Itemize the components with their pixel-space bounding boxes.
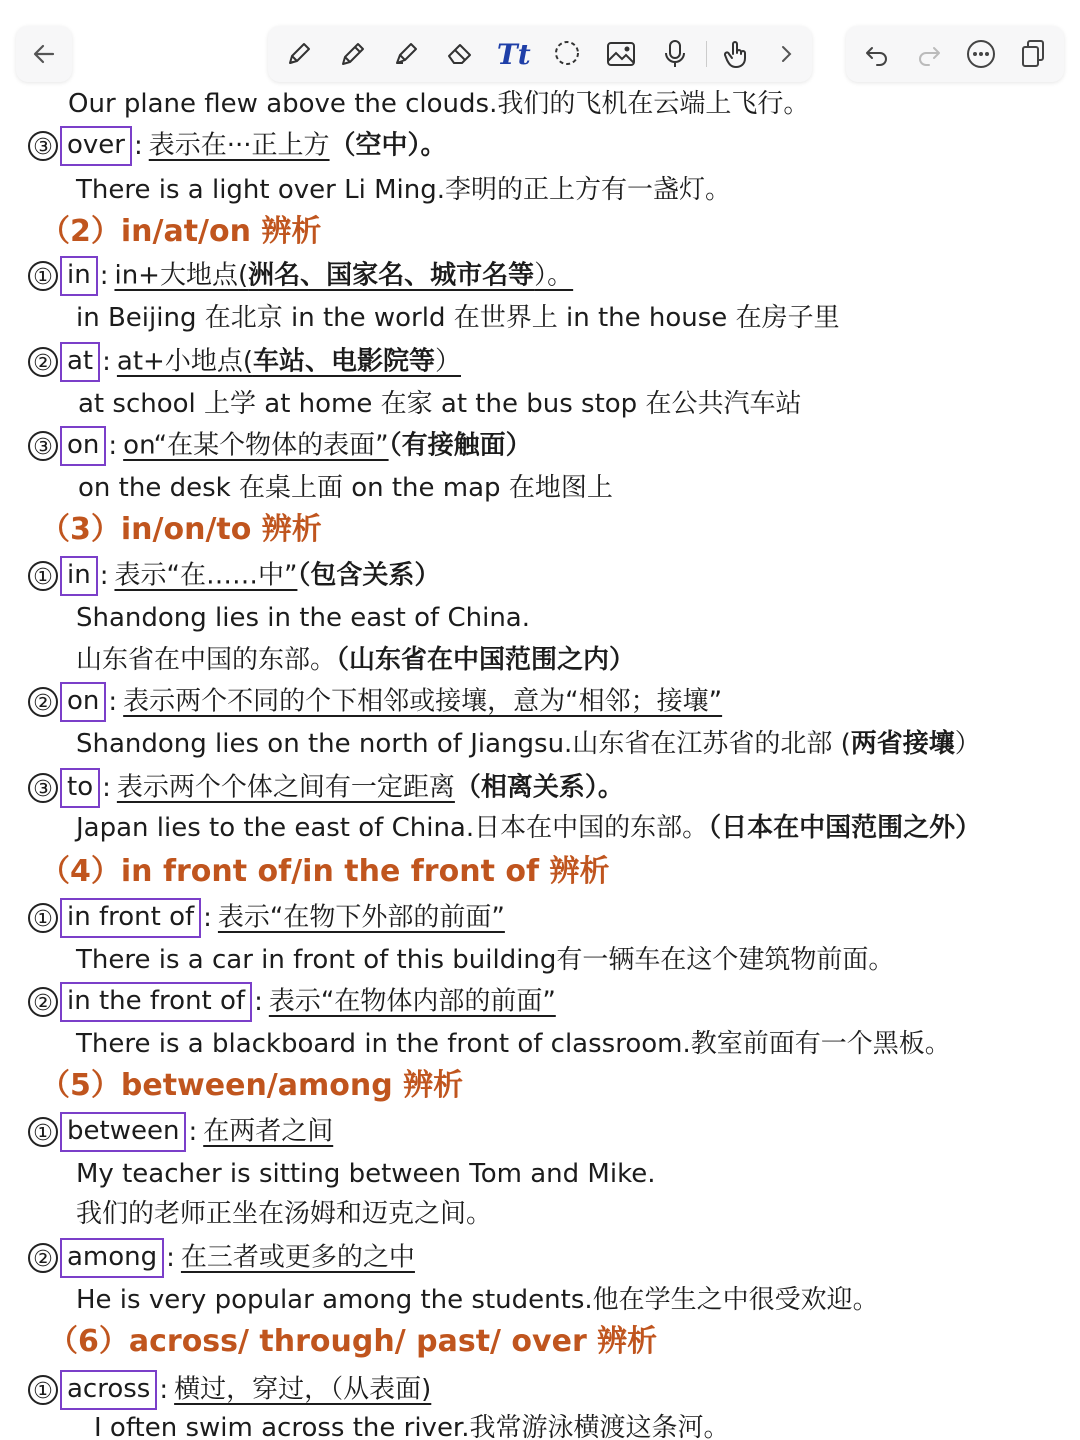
back-button[interactable] [22, 32, 66, 76]
tool-palette [268, 26, 812, 82]
pen-tool-button[interactable] [276, 32, 322, 76]
highlighter-tool-button[interactable] [383, 32, 429, 76]
paren: ） [954, 729, 981, 759]
rule-line: ① across : 横过，穿过，（从表面) [28, 1370, 431, 1410]
lasso-tool-button[interactable] [544, 32, 590, 76]
example-line: at school 上学 at home 在家 at the bus stop 在公共汽车站 [78, 389, 802, 419]
term-box: in [60, 256, 98, 296]
left-toolbar [16, 26, 72, 82]
chevron-right-icon [776, 42, 796, 66]
pages-icon [1018, 38, 1048, 70]
definition: 在两者之间 [203, 1116, 334, 1147]
more-options-button[interactable] [958, 32, 1004, 76]
term-box: to [60, 768, 100, 808]
section-heading: （6）across/ through/ past/ over 辨析 [48, 1324, 658, 1359]
hand-tool-button[interactable] [714, 32, 760, 76]
term-box: on [60, 426, 106, 466]
note-remark: （相离关系）。 [454, 772, 624, 803]
pencil-icon [338, 39, 368, 69]
pencil-tool-button[interactable] [330, 32, 376, 76]
example-line [76, 726, 981, 762]
section-heading: （3）in/on/to 辨析 [40, 512, 322, 547]
item-number: ③ [28, 131, 58, 161]
rule-line: ③ to : 表示两个个体之间有一定距离（相离关系）。 [28, 768, 624, 808]
note-remark: 两省接壤 [850, 729, 955, 759]
pages-button[interactable] [1010, 32, 1056, 76]
term-box: over [60, 126, 132, 166]
rule-line: ② at : at+小地点(车站、电影院等） [28, 342, 461, 382]
item-number: ① [28, 1375, 58, 1405]
item-number: ① [28, 561, 58, 591]
example-line: Our plane flew above the clouds.我们的飞机在云端上飞行。 [68, 89, 810, 119]
microphone-icon [661, 38, 689, 70]
example-line: My teacher is sitting between Tom and Mike. [76, 1159, 656, 1189]
item-number: ③ [28, 431, 58, 461]
item-number: ② [28, 347, 58, 377]
redo-button[interactable] [906, 32, 952, 76]
example-line: There is a blackboard in the front of classroom.教室前面有一个黑板。 [76, 1029, 951, 1059]
term-box: on [60, 682, 106, 722]
undo-icon [863, 40, 891, 68]
definition: on“在某个物体的表面” [123, 430, 389, 461]
rule-line: ① in : in+大地点(洲名、国家名、城市名等）。 [28, 256, 573, 296]
highlighter-icon [391, 39, 421, 69]
pen-icon [284, 39, 314, 69]
example-text: Japan lies to the east of China.日本在中国的东部。 [76, 813, 709, 843]
rule-line: ③ on : on“在某个物体的表面”（有接触面） [28, 426, 532, 466]
definition: 表示“在物体内部的前面” [268, 986, 556, 1017]
example-line: Shandong lies in the east of China. [76, 603, 530, 633]
note-remark: （有接触面） [388, 430, 532, 461]
example-line: There is a light over Li Ming.李明的正上方有一盏灯。 [76, 175, 731, 205]
note-remark: ）。 [534, 260, 574, 291]
example-line: I often swim across the river.我常游泳横渡这条河。 [94, 1413, 730, 1440]
definition: 表示“在……中” [114, 560, 298, 591]
item-number: ② [28, 1243, 58, 1273]
undo-button[interactable] [854, 32, 900, 76]
text-tool-icon: Tt [496, 37, 531, 71]
note-remark: （包含关系） [297, 560, 441, 591]
section-heading: （2）in/at/on 辨析 [40, 214, 322, 249]
item-number: ① [28, 903, 58, 933]
note-remark: ） [434, 346, 461, 377]
definition: 表示两个不同的个下相邻或接壤，意为“相邻；接壤” [123, 686, 723, 717]
definition: 表示两个个体之间有一定距离 [116, 772, 455, 803]
term-box: across [60, 1370, 157, 1410]
note-page[interactable] [0, 84, 1080, 1440]
more-icon [965, 38, 997, 70]
definition: 在三者或更多的之中 [180, 1242, 415, 1273]
term-box: among [60, 1238, 164, 1278]
eraser-icon [445, 39, 475, 69]
eraser-tool-button[interactable] [437, 32, 483, 76]
toolbar-divider [706, 41, 707, 67]
back-arrow-icon [31, 41, 57, 67]
definition: 表示在···正上方 [148, 130, 330, 161]
item-number: ① [28, 261, 58, 291]
right-toolbar [846, 26, 1064, 82]
item-number: ① [28, 1117, 58, 1147]
image-tool-button[interactable] [598, 32, 644, 76]
rule-line: ① in front of : 表示“在物下外部的前面” [28, 898, 505, 938]
note-remark: （日本在中国范围之外） [708, 813, 982, 843]
term-box: in front of [60, 898, 201, 938]
example-line: He is very popular among the students.他在学生之中很受欢迎。 [76, 1285, 879, 1315]
definition: 横过，穿过，（从表面) [174, 1374, 432, 1405]
section-heading: （4）in front of/in the front of 辨析 [40, 854, 610, 889]
example-text: Shandong lies on the north of Jiangsu.山东省在江苏省的北部 ( [76, 729, 851, 759]
lasso-icon [551, 38, 583, 70]
text-tool-button[interactable] [491, 32, 537, 76]
hand-pointer-icon [722, 38, 752, 70]
item-number: ③ [28, 773, 58, 803]
note-remark: （空中）。 [329, 130, 447, 161]
definition: in+大地点( [114, 260, 249, 291]
definition: at+小地点( [116, 346, 253, 377]
example-line [76, 810, 981, 846]
image-icon [605, 39, 637, 69]
example-line: in Beijing 在北京 in the world 在世界上 in the house 在房子里 [76, 303, 840, 333]
item-number: ② [28, 687, 58, 717]
example-line: 我们的老师正坐在汤姆和迈克之间。 [76, 1199, 493, 1229]
note-remark: （山东省在中国范围之内） [336, 645, 636, 675]
definition-bold: 车站、电影院等 [252, 346, 435, 377]
redo-icon [915, 40, 943, 68]
item-number: ② [28, 987, 58, 1017]
rule-line: ① in : 表示“在……中”（包含关系） [28, 556, 440, 596]
definition-bold: 洲名、国家名、城市名等 [248, 260, 535, 291]
rule-line: ② among : 在三者或更多的之中 [28, 1238, 415, 1278]
term-box: in the front of [60, 982, 252, 1022]
voice-tool-button[interactable] [652, 32, 698, 76]
example-text: 山东省在中国的东部。 [76, 645, 337, 675]
term-box: at [60, 342, 100, 382]
example-line: There is a car in front of this building有一辆车在这个建筑物前面。 [76, 945, 895, 975]
term-box: between [60, 1112, 186, 1152]
term-box: in [60, 556, 98, 596]
example-line [76, 642, 635, 678]
rule-line: ② on : 表示两个不同的个下相邻或接壤，意为“相邻；接壤” [28, 682, 722, 722]
rule-line: ③ over : 表示在···正上方（空中）。 [28, 126, 447, 166]
more-tools-button[interactable] [768, 32, 804, 76]
rule-line: ② in the front of : 表示“在物体内部的前面” [28, 982, 556, 1022]
example-line: on the desk 在桌上面 on the map 在地图上 [78, 473, 613, 503]
rule-line: ① between : 在两者之间 [28, 1112, 333, 1152]
definition: 表示“在物下外部的前面” [217, 902, 505, 933]
section-heading: （5）between/among 辨析 [40, 1068, 464, 1103]
